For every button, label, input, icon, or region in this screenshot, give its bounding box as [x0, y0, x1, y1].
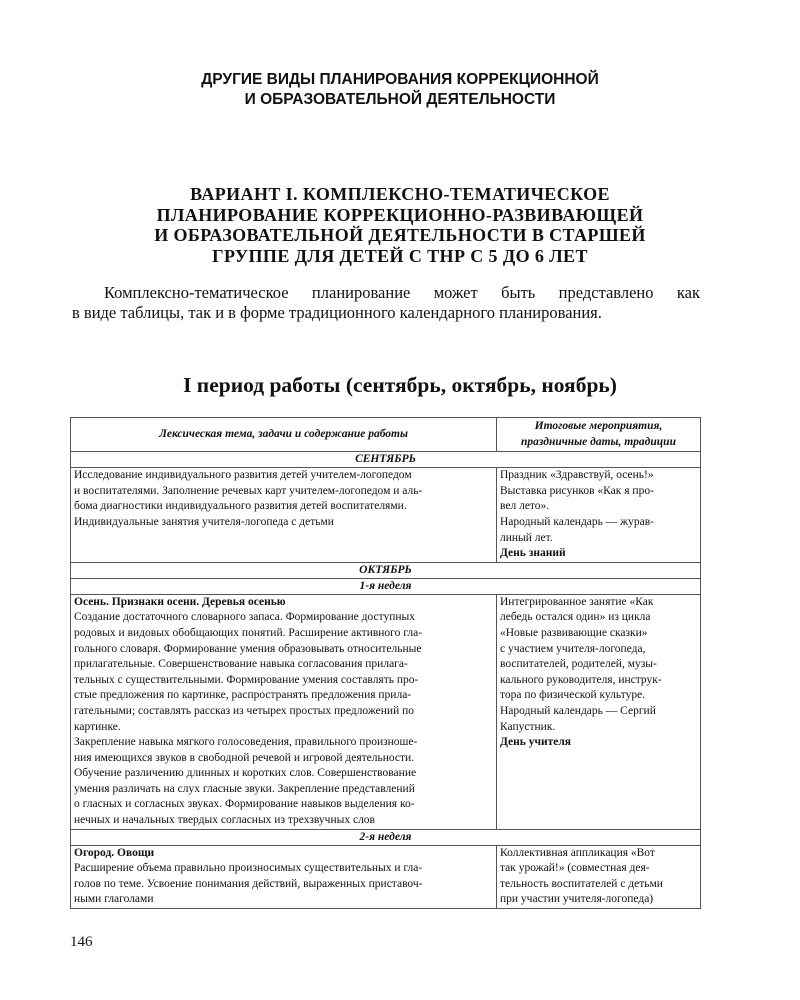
text-line: нечных и начальных твердых согласных из трехзвучных слов — [74, 814, 375, 827]
content-cell — [71, 468, 497, 563]
section-row — [71, 829, 701, 845]
text-line: линый лет. — [500, 531, 553, 544]
text-line: так урожай!» (совместная дея- — [500, 862, 650, 875]
text-line: прилагательные. Совершенствование навыка согласования прилага- — [74, 658, 408, 671]
table-row — [71, 468, 701, 563]
intro-line: в виде таблицы, так и в форме традиционного календарного планирования. — [72, 303, 602, 322]
text-line: картинке. — [74, 720, 121, 733]
table-header-row — [71, 418, 701, 452]
text-line: ния имеющихся звуков в свободной речевой и игровой деятельности. — [74, 751, 415, 764]
text-line: «Новые развивающие сказки» — [500, 626, 648, 639]
text-line: родовых и видовых обобщающих понятий. Расширение активного гла- — [74, 626, 423, 639]
content-cell — [71, 594, 497, 829]
text-line: тельных с существительными. Формирование умения составлять про- — [74, 673, 419, 686]
text-line: с участием учителя-логопеда, — [500, 642, 646, 655]
header-cell-topic: Лексическая тема, задачи и содержание работы — [71, 418, 497, 452]
month-label-october: ОКТЯБРЬ — [71, 562, 701, 578]
week-label: 2-я неделя — [71, 829, 701, 845]
intro-line: Комплексно-тематическое планирование может быть представлено как — [104, 283, 700, 302]
running-head-line: ДРУГИЕ ВИДЫ ПЛАНИРОВАНИЯ КОРРЕКЦИОННОЙ — [201, 71, 599, 88]
events-cell — [497, 468, 701, 563]
running-head — [0, 70, 800, 110]
text-line: Капустник. — [500, 720, 556, 733]
intro-paragraph — [72, 283, 700, 323]
text-line: ными глаголами — [74, 893, 154, 906]
text-line: тора по физической культуре. — [500, 689, 646, 702]
text-line: гательными; составлять рассказ из четырех простых предложений по — [74, 704, 414, 717]
variant-title-line: И ОБРАЗОВАТЕЛЬНОЙ ДЕЯТЕЛЬНОСТИ В СТАРШЕЙ — [154, 225, 646, 245]
text-line: Выставка рисунков «Как я про- — [500, 484, 654, 497]
section-row — [71, 452, 701, 468]
text-line: тельность воспитателей с детьми — [500, 877, 663, 890]
text-line: воспитателей, родителей, музы- — [500, 658, 657, 671]
holiday-label: День знаний — [500, 547, 566, 560]
table-row — [71, 845, 701, 908]
text-line: Исследование индивидуального развития детей учителем-логопедом — [74, 469, 412, 482]
table-row — [71, 594, 701, 829]
events-cell — [497, 845, 701, 908]
text-line: гольного словаря. Формирование умения образовывать относительные — [74, 642, 422, 655]
text-line: Расширение объема правильно произносимых существительных и гла- — [74, 862, 423, 875]
text-line: Народный календарь — Сергий — [500, 704, 656, 717]
text-line: о гласных и согласных звуках. Формирование навыков выделения ко- — [74, 798, 415, 811]
header-cell-events — [497, 418, 701, 452]
text-line: и воспитателями. Заполнение речевых карт учителем-логопедом и аль- — [74, 484, 423, 497]
running-head-line: И ОБРАЗОВАТЕЛЬНОЙ ДЕЯТЕЛЬНОСТИ — [244, 91, 556, 108]
text-line: бома диагностики индивидуального развития детей воспитателями. — [74, 500, 407, 513]
text-line: кального руководителя, инструк- — [500, 673, 662, 686]
header-events-line: Итоговые мероприятия, — [534, 420, 663, 432]
text-line: умения различать на слух гласные звуки. Закрепление представлений — [74, 782, 415, 795]
variant-title-line: ПЛАНИРОВАНИЕ КОРРЕКЦИОННО-РАЗВИВАЮЩЕЙ — [156, 204, 644, 225]
header-events-line: праздничные даты, традиции — [521, 435, 676, 448]
holiday-label: День учителя — [500, 736, 572, 749]
planning-table — [70, 417, 701, 909]
text-line: вел лето». — [500, 500, 550, 513]
text-line: Народный календарь — журав- — [500, 515, 654, 528]
week-label: 1-я неделя — [71, 578, 701, 594]
text-line: Закрепление навыка мягкого голосоведения, правильного произноше- — [74, 736, 418, 749]
events-cell — [497, 594, 701, 829]
text-line: лебедь остался один» из цикла — [500, 611, 651, 624]
text-line: Интегрированное занятие «Как — [500, 595, 654, 608]
lexical-topic: Осень. Признаки осени. Деревья осенью — [74, 595, 286, 608]
variant-title — [0, 184, 800, 266]
period-title: I период работы (сентябрь, октябрь, ноябрь) — [183, 373, 617, 397]
section-row — [71, 578, 701, 594]
section-row — [71, 562, 701, 578]
page-number: 146 — [70, 934, 93, 950]
text-line: Индивидуальные занятия учителя-логопеда с детьми — [74, 515, 334, 528]
text-line: голов по теме. Усвоение понимания действий, выраженных приставоч- — [74, 877, 423, 890]
text-line: при участии учителя-логопеда) — [500, 893, 654, 906]
text-line: Праздник «Здравствуй, осень!» — [500, 469, 654, 482]
variant-title-line: ВАРИАНТ I. КОМПЛЕКСНО-ТЕМАТИЧЕСКОЕ — [190, 184, 610, 204]
text-line: Коллективная аппликация «Вот — [500, 846, 655, 859]
text-line: стые предложения по картинке, распространять предложения прила- — [74, 689, 412, 702]
text-line: Создание достаточного словарного запаса. Формирование доступных — [74, 611, 415, 624]
content-cell — [71, 845, 497, 908]
variant-title-line: ГРУППЕ ДЛЯ ДЕТЕЙ С ТНР С 5 ДО 6 ЛЕТ — [212, 245, 588, 266]
month-label-september: СЕНТЯБРЬ — [71, 452, 701, 468]
lexical-topic: Огород. Овощи — [74, 846, 155, 859]
text-line: Обучение различению длинных и коротких слов. Совершенствование — [74, 767, 417, 780]
